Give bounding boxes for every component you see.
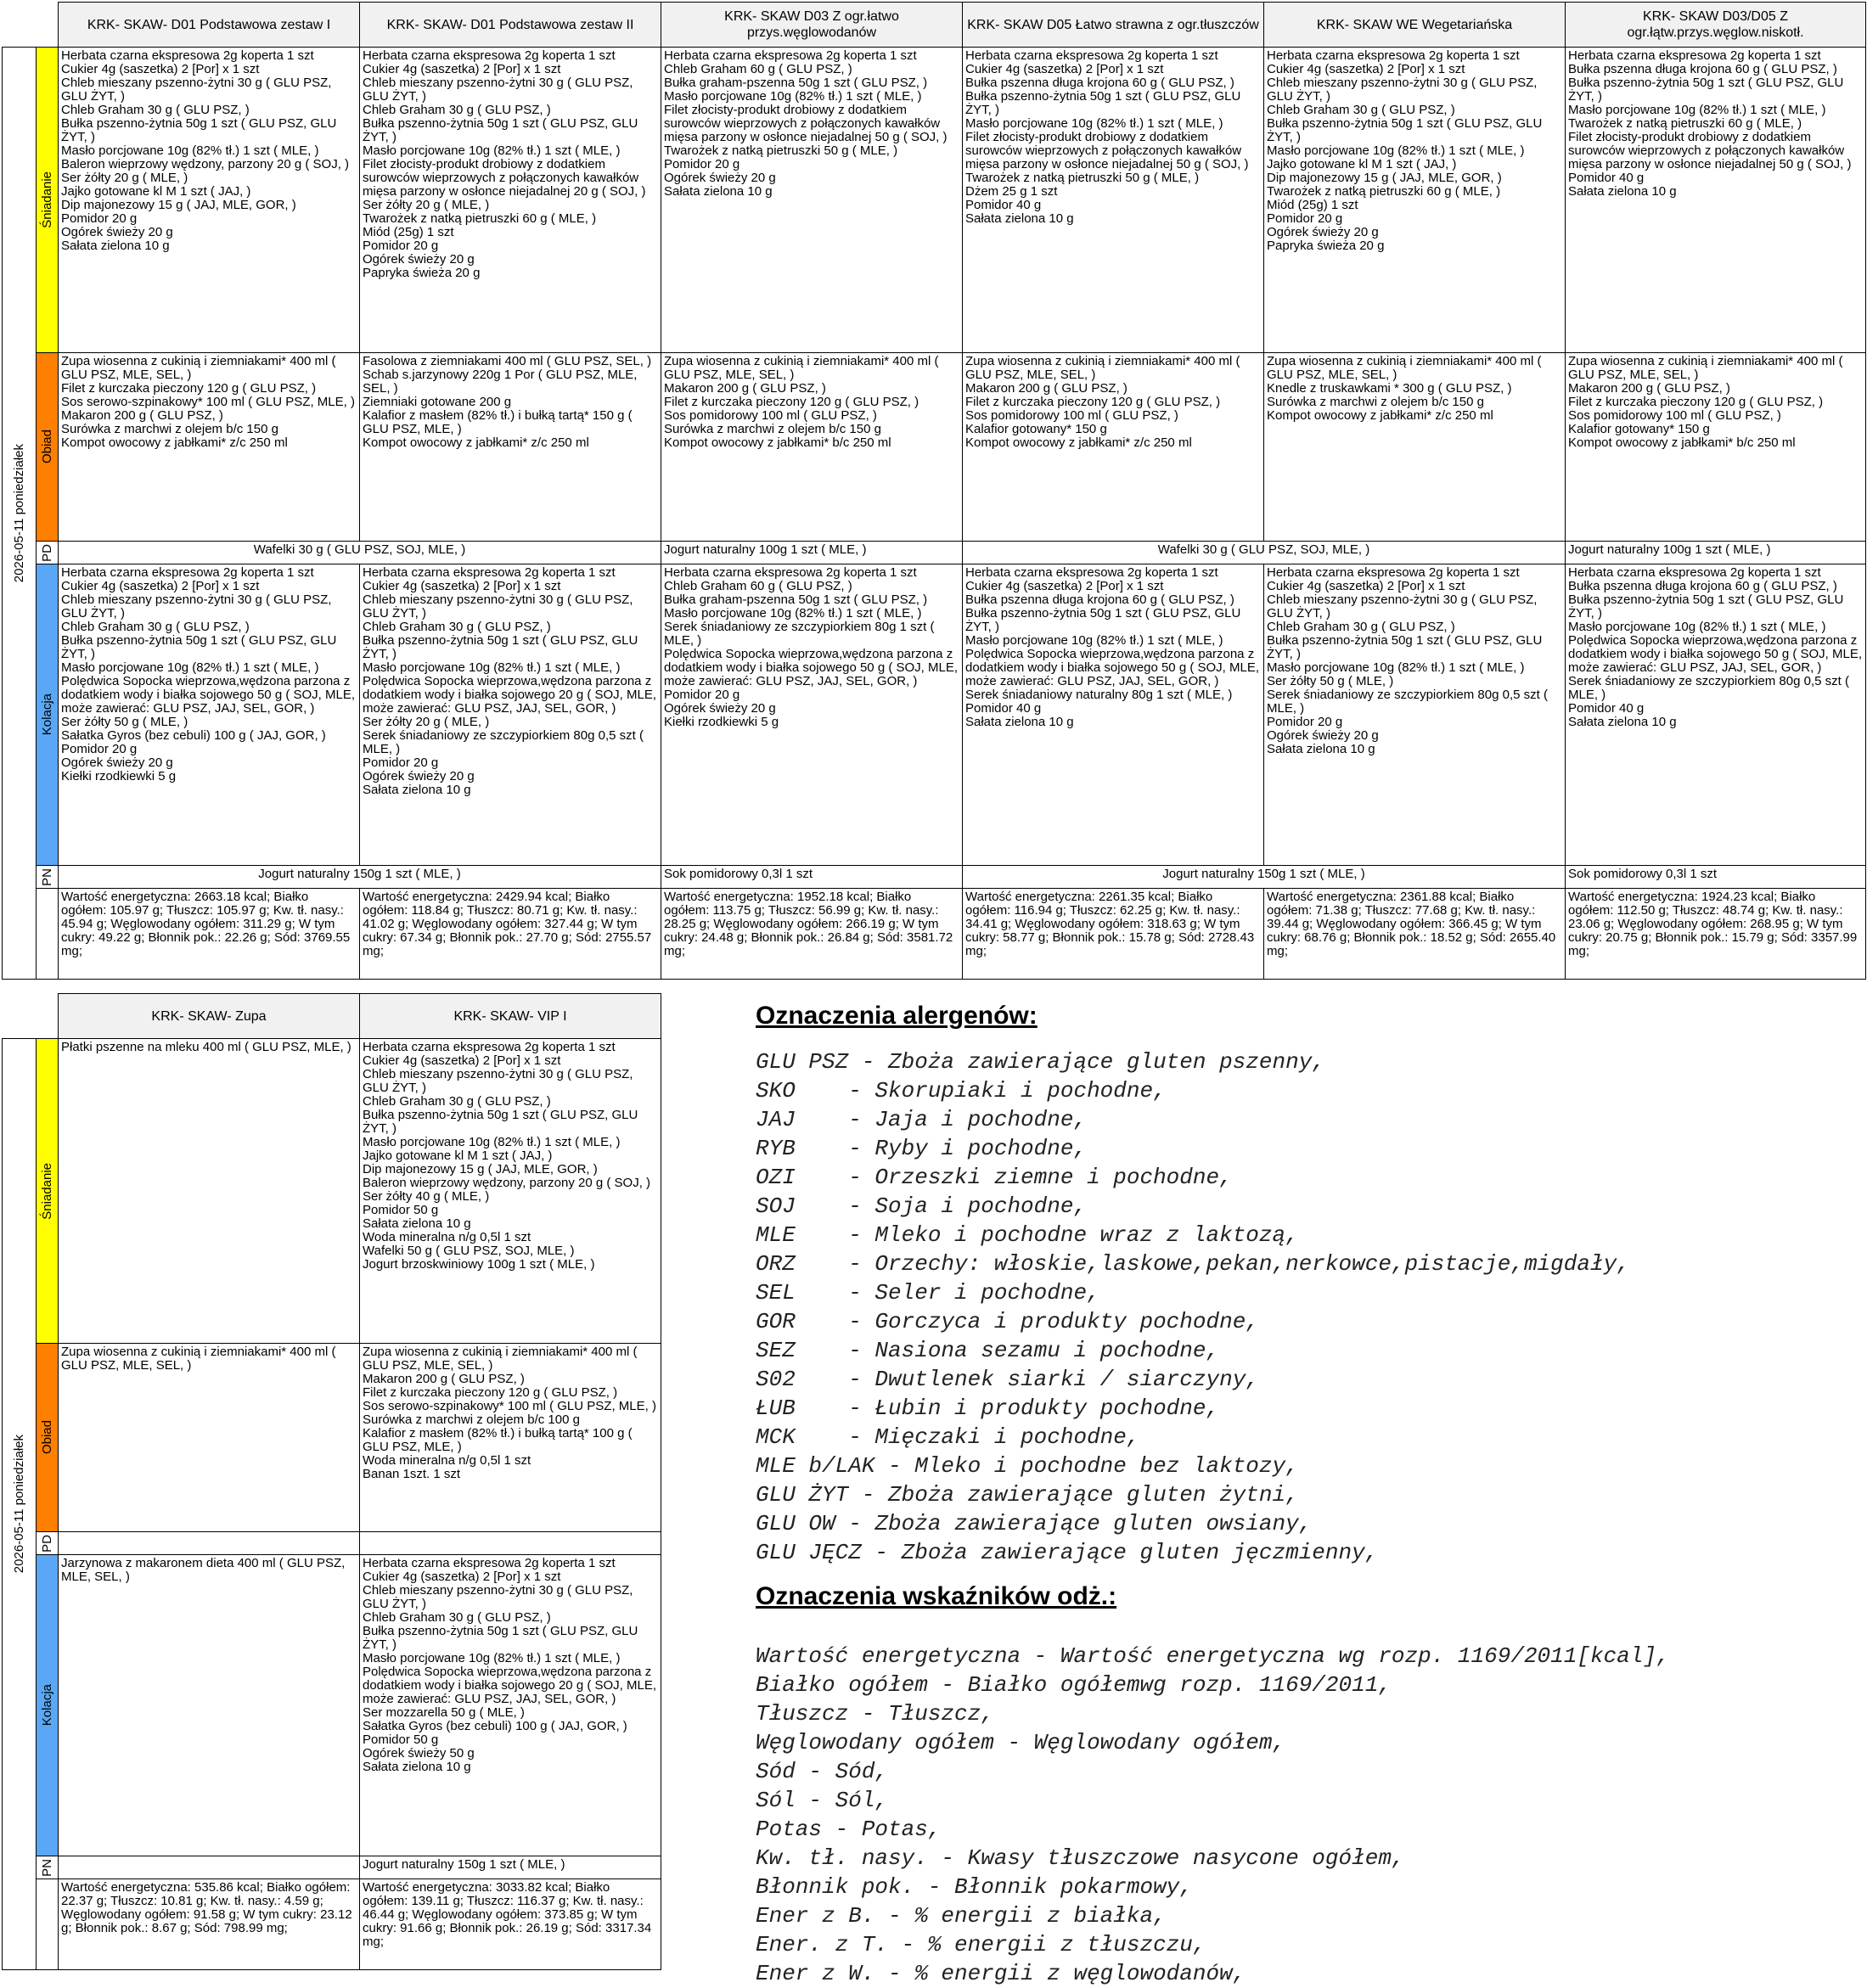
menu-cell: Płatki pszenne na mleku 400 ml ( GLU PSZ, MLE, ) bbox=[59, 1039, 360, 1344]
menu-cell: Herbata czarna ekspresowa 2g koperta 1 szt Bułka pszenna długa krojona 60 g ( GLU PSZ, ) Bułka pszenno-żytnia 50g 1 szt ( GLU PSZ, GLU ŻYT, ) Masło porcjowane 10g (82% tł.) 1 szt ( MLE, ) Twarożek z natką pietruszki 60 g ( MLE, ) Filet złocisty-produkt drobiowy z dodatkiem surowców wieprzowych z połączonych kawałków mięsa parzony w osłonce niejadalnej 50 g ( SOJ, ) Pomidor 40 g Sałata zielona 10 g bbox=[1566, 48, 1866, 353]
indicator-line: Błonnik pok. - Błonnik pokarmowy, bbox=[756, 1874, 1193, 1900]
allergen-line: SOJ - Soja i pochodne, bbox=[756, 1193, 1088, 1219]
allergen-line: SEZ - Nasiona sezamu i pochodne, bbox=[756, 1338, 1220, 1363]
meal-text: Śniadanie bbox=[39, 171, 54, 228]
row-sniadanie bbox=[3, 1039, 661, 1344]
menu-cell: Herbata czarna ekspresowa 2g koperta 1 szt Cukier 4g (saszetka) 2 [Por] x 1 szt Chleb mieszany pszenno-żytni 30 g ( GLU PSZ, GLU ŻYT, ) Chleb Graham 30 g ( GLU PSZ, ) Bułka pszenno-żytnia 50g 1 szt ( GLU PSZ, GLU ŻYT, ) Masło porcjowane 10g (82% tł.) 1 szt ( MLE, ) Polędwica Sopocka wieprzowa,wędzona parzona z dodatkiem wody i białka sojowego 20 g ( SOJ, MLE, może zawierać: GLU PSZ, JAJ, SEL, GOR, ) Ser żółty 20 g ( MLE, ) Serek śniadaniowy ze szczypiorkiem 80g 0,5 szt ( MLE, ) Pomidor 20 g Ogórek świeży 20 g Sałata zielona 10 g bbox=[360, 564, 661, 866]
allergen-line: S02 - Dwutlenek siarki / siarczyny, bbox=[756, 1367, 1259, 1392]
menu-cell: Zupa wiosenna z cukinią i ziemniakami* 400 ml ( GLU PSZ, MLE, SEL, ) bbox=[59, 1344, 360, 1532]
nutrition-cell: Wartość energetyczna: 2361.88 kcal; Białko ogółem: 71.38 g; Tłuszcz: 77.68 g; Kw. tł. nasy.: 39.44 g; Węglowodany ogółem: 366.45 g; W tym cukry: 68.76 g; Błonnik pok.: 18.52 g; Sód: 2655.40 mg; bbox=[1264, 889, 1566, 980]
menu-cell: Wafelki 30 g ( GLU PSZ, SOJ, MLE, ) bbox=[963, 542, 1566, 564]
meal-text: PD bbox=[39, 1534, 54, 1553]
allergen-line: SEL - Seler i pochodne, bbox=[756, 1280, 1100, 1306]
menu-cell: Sok pomidorowy 0,3l 1 szt bbox=[1566, 866, 1866, 889]
indicator-line: Sól - Sól, bbox=[756, 1788, 889, 1813]
meal-label-kolacja bbox=[37, 564, 59, 866]
row-pn bbox=[3, 1856, 661, 1879]
allergen-line: GLU ŻYT - Zboża zawierające gluten żytni, bbox=[756, 1482, 1299, 1508]
menu-cell: Zupa wiosenna z cukinią i ziemniakami* 400 ml ( GLU PSZ, MLE, SEL, ) Knedle z truskawkami * 300 g ( GLU PSZ, ) Surówka z marchwi z olejem b/c 150 g Kompot owocowy z jabłkami* z/c 250 ml bbox=[1264, 353, 1566, 542]
nutrition-cell: Wartość energetyczna: 2663.18 kcal; Białko ogółem: 105.97 g; Tłuszcz: 105.97 g; Kw. tł. nasy.: 45.94 g; Węglowodany ogółem: 311.29 g; W tym cukry: 49.22 g; Błonnik pok.: 22.26 g; Sód: 3769.55 mg; bbox=[59, 889, 360, 980]
menu-cell: Sok pomidorowy 0,3l 1 szt bbox=[661, 866, 963, 889]
menu-cell: Herbata czarna ekspresowa 2g koperta 1 szt Cukier 4g (saszetka) 2 [Por] x 1 szt Chleb mieszany pszenno-żytni 30 g ( GLU PSZ, GLU ŻYT, ) Chleb Graham 30 g ( GLU PSZ, ) Bułka pszenno-żytnia 50g 1 szt ( GLU PSZ, GLU ŻYT, ) Masło porcjowane 10g (82% tł.) 1 szt ( MLE, ) Polędwica Sopocka wieprzowa,wędzona parzona z dodatkiem wody i białka sojowego 50 g ( SOJ, MLE, może zawierać: GLU PSZ, JAJ, SEL, GOR, ) Ser żółty 50 g ( MLE, ) Sałatka Gyros (bez cebuli) 100 g ( JAJ, GOR, ) Pomidor 20 g Ogórek świeży 20 g Kiełki rzodkiewki 5 g bbox=[59, 564, 360, 866]
indicator-line: Ener z W. - % energii z węglowodanów, bbox=[756, 1961, 1246, 1986]
legend-gap bbox=[756, 1628, 1851, 1642]
nutrition-cell: Wartość energetyczna: 2261.35 kcal; Białko ogółem: 116.94 g; Tłuszcz: 62.25 g; Kw. tł. nasy.: 34.41 g; Węglowodany ogółem: 318.63 g; W tym cukry: 58.77 g; Błonnik pok.: 15.78 g; Sód: 2728.43 mg; bbox=[963, 889, 1264, 980]
menu-cell: Herbata czarna ekspresowa 2g koperta 1 szt Cukier 4g (saszetka) 2 [Por] x 1 szt Bułka pszenna długa krojona 60 g ( GLU PSZ, ) Bułka pszenno-żytnia 50g 1 szt ( GLU PSZ, GLU ŻYT, ) Masło porcjowane 10g (82% tł.) 1 szt ( MLE, ) Polędwica Sopocka wieprzowa,wędzona parzona z dodatkiem wody i białka sojowego 50 g ( SOJ, MLE, może zawierać: GLU PSZ, JAJ, SEL, GOR, ) Serek śniadaniowy naturalny 80g 1 szt ( MLE, ) Pomidor 40 g Sałata zielona 10 g bbox=[963, 564, 1264, 866]
indicator-line: Kw. tł. nasy. - Kwasy tłuszczowe nasycone ogółem, bbox=[756, 1845, 1405, 1871]
menu-cell: Herbata czarna ekspresowa 2g koperta 1 szt Cukier 4g (saszetka) 2 [Por] x 1 szt Chleb mieszany pszenno-żytni 30 g ( GLU PSZ, GLU ŻYT, ) Chleb Graham 30 g ( GLU PSZ, ) Bułka pszenno-żytnia 50g 1 szt ( GLU PSZ, GLU ŻYT, ) Masło porcjowane 10g (82% tł.) 1 szt ( MLE, ) Jajko gotowane kl M 1 szt ( JAJ, ) Dip majonezowy 15 g ( JAJ, MLE, GOR, ) Twarożek z natką pietruszki 60 g ( MLE, ) Miód (25g) 1 szt Pomidor 20 g Ogórek świeży 20 g Papryka świeża 20 g bbox=[1264, 48, 1566, 353]
indicator-line: Potas - Potas, bbox=[756, 1817, 942, 1842]
row-pd bbox=[3, 1532, 661, 1555]
allergen-line: MLE b/LAK - Mleko i pochodne bez laktozy, bbox=[756, 1453, 1299, 1479]
allergen-line: OZI - Orzeszki ziemne i pochodne, bbox=[756, 1165, 1233, 1190]
allergen-line: GOR - Gorczyca i produkty pochodne, bbox=[756, 1309, 1259, 1334]
menu-cell: Zupa wiosenna z cukinią i ziemniakami* 400 ml ( GLU PSZ, MLE, SEL, ) Makaron 200 g ( GLU PSZ, ) Filet z kurczaka pieczony 120 g ( GLU PSZ, ) Sos pomidorowy 100 ml ( GLU PSZ, ) Kalafior gotowany* 150 g Kompot owocowy z jabłkami* b/c 250 ml bbox=[1566, 353, 1866, 542]
allergen-line: MCK - Mięczaki i pochodne, bbox=[756, 1424, 1140, 1450]
menu-table-1 bbox=[2, 2, 1866, 980]
legend-gap bbox=[756, 1567, 1851, 1582]
date-cell bbox=[3, 48, 37, 980]
menu-cell: Jogurt naturalny 150g 1 szt ( MLE, ) bbox=[360, 1856, 661, 1879]
menu-cell: Jarzynowa z makaronem dieta 400 ml ( GLU PSZ, MLE, SEL, ) bbox=[59, 1555, 360, 1856]
nutrition-cell: Wartość energetyczna: 2429.94 kcal; Białko ogółem: 118.84 g; Tłuszcz: 80.71 g; Kw. tł. nasy.: 41.02 g; Węglowodany ogółem: 327.44 g; W tym cukry: 67.34 g; Błonnik pok.: 27.70 g; Sód: 2755.57 mg; bbox=[360, 889, 661, 980]
allergen-line: MLE - Mleko i pochodne wraz z laktozą, bbox=[756, 1222, 1299, 1248]
nutrition-cell: Wartość energetyczna: 1924.23 kcal; Białko ogółem: 112.50 g; Tłuszcz: 48.74 g; Kw. tł. nasy.: 23.06 g; Węglowodany ogółem: 268.95 g; W tym cukry: 20.75 g; Błonnik pok.: 15.79 g; Sód: 3357.99 mg; bbox=[1566, 889, 1866, 980]
row-nutrition bbox=[3, 889, 1866, 980]
menu-cell-empty bbox=[360, 1532, 661, 1555]
legend bbox=[756, 1002, 1851, 1988]
indicators-title: Oznaczenia wskaźników odż.: bbox=[756, 1582, 1117, 1610]
menu-cell: Zupa wiosenna z cukinią i ziemniakami* 400 ml ( GLU PSZ, MLE, SEL, ) Makaron 200 g ( GLU PSZ, ) Filet z kurczaka pieczony 120 g ( GLU PSZ, ) Sos pomidorowy 100 ml ( GLU PSZ, ) Surówka z marchwi z olejem b/c 150 g Kompot owocowy z jabłkami* b/c 250 ml bbox=[661, 353, 963, 542]
menu-cell: Wafelki 30 g ( GLU PSZ, SOJ, MLE, ) bbox=[59, 542, 661, 564]
menu-cell: Zupa wiosenna z cukinią i ziemniakami* 400 ml ( GLU PSZ, MLE, SEL, ) Makaron 200 g ( GLU PSZ, ) Filet z kurczaka pieczony 120 g ( GLU PSZ, ) Sos serowo-szpinakowy* 100 ml ( GLU PSZ, MLE, ) Surówka z marchwi z olejem b/c 100 g Kalafior z masłem (82% tł.) i bułką tartą* 100 g ( GLU PSZ, MLE, ) Woda mineralna n/g 0,5l 1 szt Banan 1szt. 1 szt bbox=[360, 1344, 661, 1532]
allergens-list bbox=[756, 1047, 1851, 1567]
meal-text: PN bbox=[39, 1858, 54, 1877]
meal-text: Śniadanie bbox=[39, 1162, 54, 1220]
indicator-line: Tłuszcz - Tłuszcz, bbox=[756, 1701, 994, 1727]
nutrition-label-blank bbox=[37, 1879, 59, 1970]
meal-label-kolacja bbox=[37, 1555, 59, 1856]
allergen-line: GLU PSZ - Zboża zawierające gluten pszenny, bbox=[756, 1049, 1325, 1075]
meal-label-obiad bbox=[37, 353, 59, 542]
meal-text: Kolacja bbox=[39, 1684, 54, 1727]
column-header: KRK- SKAW D05 Łatwo strawna z ogr.tłuszczów bbox=[963, 3, 1264, 48]
row-kolacja bbox=[3, 1555, 661, 1856]
date-label: 2026-05-11 poniedziałek bbox=[11, 1435, 26, 1574]
column-header: KRK- SKAW- D01 Podstawowa zestaw II bbox=[360, 3, 661, 48]
allergen-line: RYB - Ryby i pochodne, bbox=[756, 1136, 1088, 1161]
row-pn bbox=[3, 866, 1866, 889]
header-row bbox=[3, 994, 661, 1039]
column-header: KRK- SKAW- D01 Podstawowa zestaw I bbox=[59, 3, 360, 48]
meal-text: PD bbox=[39, 543, 54, 562]
nutrition-cell: Wartość energetyczna: 535.86 kcal; Białko ogółem: 22.37 g; Tłuszcz: 10.81 g; Kw. tł. nasy.: 4.59 g; Węglowodany ogółem: 91.58 g; W tym cukry: 23.12 g; Błonnik pok.: 8.67 g; Sód: 798.99 mg; bbox=[59, 1879, 360, 1970]
row-kolacja bbox=[3, 564, 1866, 866]
header-row bbox=[3, 3, 1866, 48]
nutrition-cell: Wartość energetyczna: 3033.82 kcal; Białko ogółem: 139.11 g; Tłuszcz: 116.37 g; Kw. tł. nasy.: 46.44 g; Węglowodany ogółem: 373.85 g; W tym cukry: 91.66 g; Błonnik pok.: 26.19 g; Sód: 3317.34 mg; bbox=[360, 1879, 661, 1970]
indicator-line: Sód - Sód, bbox=[756, 1759, 889, 1784]
column-header: KRK- SKAW D03 Z ogr.łatwo przys.węglowodanów bbox=[661, 3, 963, 48]
nutrition-label-blank bbox=[37, 889, 59, 980]
menu-cell: Zupa wiosenna z cukinią i ziemniakami* 400 ml ( GLU PSZ, MLE, SEL, ) Makaron 200 g ( GLU PSZ, ) Filet z kurczaka pieczony 120 g ( GLU PSZ, ) Sos pomidorowy 100 ml ( GLU PSZ, ) Kalafior gotowany* 150 g Kompot owocowy z jabłkami* z/c 250 ml bbox=[963, 353, 1264, 542]
date-label: 2026-05-11 poniedziałek bbox=[11, 443, 26, 583]
corner-blank bbox=[3, 3, 59, 48]
menu-cell: Herbata czarna ekspresowa 2g koperta 1 szt Bułka pszenna długa krojona 60 g ( GLU PSZ, ) Bułka pszenno-żytnia 50g 1 szt ( GLU PSZ, GLU ŻYT, ) Masło porcjowane 10g (82% tł.) 1 szt ( MLE, ) Polędwica Sopocka wieprzowa,wędzona parzona z dodatkiem wody i białka sojowego 50 g ( SOJ, MLE, może zawierać: GLU PSZ, JAJ, SEL, GOR, ) Serek śniadaniowy ze szczypiorkiem 80g 0,5 szt ( MLE, ) Pomidor 40 g Sałata zielona 10 g bbox=[1566, 564, 1866, 866]
indicator-line: Ener. z T. - % energii z tłuszczu, bbox=[756, 1932, 1206, 1957]
row-pd bbox=[3, 542, 1866, 564]
menu-cell: Herbata czarna ekspresowa 2g koperta 1 szt Cukier 4g (saszetka) 2 [Por] x 1 szt Chleb mieszany pszenno-żytni 30 g ( GLU PSZ, GLU ŻYT, ) Chleb Graham 30 g ( GLU PSZ, ) Bułka pszenno-żytnia 50g 1 szt ( GLU PSZ, GLU ŻYT, ) Masło porcjowane 10g (82% tł.) 1 szt ( MLE, ) Baleron wieprzowy wędzony, parzony 20 g ( SOJ, ) Ser żółty 20 g ( MLE, ) Jajko gotowane kl M 1 szt ( JAJ, ) Dip majonezowy 15 g ( JAJ, MLE, GOR, ) Pomidor 20 g Ogórek świeży 20 g Sałata zielona 10 g bbox=[59, 48, 360, 353]
meal-label-sniadanie bbox=[37, 1039, 59, 1344]
menu-cell: Jogurt naturalny 100g 1 szt ( MLE, ) bbox=[661, 542, 963, 564]
menu-cell-empty bbox=[59, 1532, 360, 1555]
row-nutrition bbox=[3, 1879, 661, 1970]
column-header: KRK- SKAW D03/D05 Z ogr.łątw.przys.węglow.niskotł. bbox=[1566, 3, 1866, 48]
allergen-line: ORZ - Orzechy: włoskie,laskowe,pekan,nerkowce,pistacje,migdały, bbox=[756, 1251, 1630, 1277]
allergen-line: GLU JĘCZ - Zboża zawierające gluten jęczmienny, bbox=[756, 1540, 1379, 1565]
indicator-line: Wartość energetyczna - Wartość energetyczna wg rozp. 1169/2011[kcal], bbox=[756, 1643, 1670, 1669]
allergen-line: JAJ - Jaja i pochodne, bbox=[756, 1107, 1088, 1132]
allergen-line: GLU OW - Zboża zawierające gluten owsiany, bbox=[756, 1511, 1313, 1536]
allergen-line: ŁUB - Łubin i produkty pochodne, bbox=[756, 1396, 1220, 1421]
menu-cell: Herbata czarna ekspresowa 2g koperta 1 szt Cukier 4g (saszetka) 2 [Por] x 1 szt Chleb mieszany pszenno-żytni 30 g ( GLU PSZ, GLU ŻYT, ) Chleb Graham 30 g ( GLU PSZ, ) Bułka pszenno-żytnia 50g 1 szt ( GLU PSZ, GLU ŻYT, ) Masło porcjowane 10g (82% tł.) 1 szt ( MLE, ) Filet złocisty-produkt drobiowy z dodatkiem surowców wieprzowych z połączonych kawałków mięsa parzony w osłonce niejadalnej 20 g ( SOJ, ) Ser żółty 20 g ( MLE, ) Twarożek z natką pietruszki 60 g ( MLE, ) Miód (25g) 1 szt Pomidor 20 g Ogórek świeży 20 g Papryka świeża 20 g bbox=[360, 48, 661, 353]
indicator-line: Węglowodany ogółem - Węglowodany ogółem, bbox=[756, 1730, 1286, 1755]
menu-table-2 bbox=[2, 993, 661, 1970]
menu-cell: Zupa wiosenna z cukinią i ziemniakami* 400 ml ( GLU PSZ, MLE, SEL, ) Filet z kurczaka pieczony 120 g ( GLU PSZ, ) Sos serowo-szpinakowy* 100 ml ( GLU PSZ, MLE, ) Makaron 200 g ( GLU PSZ, ) Surówka z marchwi z olejem b/c 150 g Kompot owocowy z jabłkami* z/c 250 ml bbox=[59, 353, 360, 542]
meal-label-pn bbox=[37, 866, 59, 889]
row-sniadanie bbox=[3, 48, 1866, 353]
meal-label-obiad bbox=[37, 1344, 59, 1532]
menu-cell bbox=[59, 1856, 360, 1879]
column-header: KRK- SKAW- Zupa bbox=[59, 994, 360, 1039]
menu-cell: Jogurt naturalny 150g 1 szt ( MLE, ) bbox=[59, 866, 661, 889]
meal-text: Obiad bbox=[39, 1420, 54, 1455]
menu-cell: Fasolowa z ziemniakami 400 ml ( GLU PSZ, SEL, ) Schab s.jarzynowy 220g 1 Por ( GLU PSZ, MLE, SEL, ) Ziemniaki gotowane 200 g Kalafior z masłem (82% tł.) i bułką tartą* 150 g ( GLU PSZ, MLE, ) Kompot owocowy z jabłkami* z/c 250 ml bbox=[360, 353, 661, 542]
menu-cell: Herbata czarna ekspresowa 2g koperta 1 szt Cukier 4g (saszetka) 2 [Por] x 1 szt Chleb mieszany pszenno-żytni 30 g ( GLU PSZ, GLU ŻYT, ) Chleb Graham 30 g ( GLU PSZ, ) Bułka pszenno-żytnia 50g 1 szt ( GLU PSZ, GLU ŻYT, ) Masło porcjowane 10g (82% tł.) 1 szt ( MLE, ) Polędwica Sopocka wieprzowa,wędzona parzona z dodatkiem wody i białka sojowego 20 g ( SOJ, MLE, może zawierać: GLU PSZ, JAJ, SEL, GOR, ) Ser mozzarella 50 g ( MLE, ) Sałatka Gyros (bez cebuli) 100 g ( JAJ, GOR, ) Pomidor 50 g Ogórek świeży 50 g Sałata zielona 10 g bbox=[360, 1555, 661, 1856]
menu-cell: Jogurt naturalny 100g 1 szt ( MLE, ) bbox=[1566, 542, 1866, 564]
meal-text: Kolacja bbox=[39, 694, 54, 736]
allergens-title: Oznaczenia alergenów: bbox=[756, 1002, 1038, 1030]
menu-cell: Jogurt naturalny 150g 1 szt ( MLE, ) bbox=[963, 866, 1566, 889]
date-cell bbox=[3, 1039, 37, 1970]
meal-label-pn bbox=[37, 1856, 59, 1879]
corner-blank bbox=[3, 994, 59, 1039]
nutrition-cell: Wartość energetyczna: 1952.18 kcal; Białko ogółem: 113.75 g; Tłuszcz: 56.99 g; Kw. tł. nasy.: 28.25 g; Węglowodany ogółem: 266.19 g; W tym cukry: 24.48 g; Błonnik pok.: 26.84 g; Sód: 3581.72 mg; bbox=[661, 889, 963, 980]
indicator-line: Białko ogółem - Białko ogółemwg rozp. 1169/2011, bbox=[756, 1672, 1392, 1698]
meal-text: PN bbox=[39, 868, 54, 886]
row-obiad bbox=[3, 353, 1866, 542]
column-header: KRK- SKAW- VIP I bbox=[360, 994, 661, 1039]
meal-label-sniadanie bbox=[37, 48, 59, 353]
row-obiad bbox=[3, 1344, 661, 1532]
menu-cell: Herbata czarna ekspresowa 2g koperta 1 szt Chleb Graham 60 g ( GLU PSZ, ) Bułka graham-pszenna 50g 1 szt ( GLU PSZ, ) Masło porcjowane 10g (82% tł.) 1 szt ( MLE, ) Filet złocisty-produkt drobiowy z dodatkiem surowców wieprzowych z połączonych kawałków mięsa parzony w osłonce niejadalnej 50 g ( SOJ, ) Twarożek z natką pietruszki 50 g ( MLE, ) Pomidor 20 g Ogórek świeży 20 g Sałata zielona 10 g bbox=[661, 48, 963, 353]
allergen-line: SKO - Skorupiaki i pochodne, bbox=[756, 1078, 1167, 1104]
menu-cell: Herbata czarna ekspresowa 2g koperta 1 szt Cukier 4g (saszetka) 2 [Por] x 1 szt Chleb mieszany pszenno-żytni 30 g ( GLU PSZ, GLU ŻYT, ) Chleb Graham 30 g ( GLU PSZ, ) Bułka pszenno-żytnia 50g 1 szt ( GLU PSZ, GLU ŻYT, ) Masło porcjowane 10g (82% tł.) 1 szt ( MLE, ) Ser żółty 50 g ( MLE, ) Serek śniadaniowy ze szczypiorkiem 80g 0,5 szt ( MLE, ) Pomidor 20 g Ogórek świeży 20 g Sałata zielona 10 g bbox=[1264, 564, 1566, 866]
indicator-line: Ener z B. - % energii z białka, bbox=[756, 1903, 1167, 1929]
meal-text: Obiad bbox=[39, 430, 54, 464]
menu-cell: Herbata czarna ekspresowa 2g koperta 1 szt Chleb Graham 60 g ( GLU PSZ, ) Bułka graham-pszenna 50g 1 szt ( GLU PSZ, ) Masło porcjowane 10g (82% tł.) 1 szt ( MLE, ) Serek śniadaniowy ze szczypiorkiem 80g 1 szt ( MLE, ) Polędwica Sopocka wieprzowa,wędzona parzona z dodatkiem wody i białka sojowego 50 g ( SOJ, MLE, może zawierać: GLU PSZ, JAJ, SEL, GOR, ) Pomidor 20 g Ogórek świeży 20 g Kiełki rzodkiewki 5 g bbox=[661, 564, 963, 866]
column-header: KRK- SKAW WE Wegetariańska bbox=[1264, 3, 1566, 48]
indicators-list bbox=[756, 1642, 1851, 1988]
menu-cell: Herbata czarna ekspresowa 2g koperta 1 szt Cukier 4g (saszetka) 2 [Por] x 1 szt Bułka pszenna długa krojona 60 g ( GLU PSZ, ) Bułka pszenno-żytnia 50g 1 szt ( GLU PSZ, GLU ŻYT, ) Masło porcjowane 10g (82% tł.) 1 szt ( MLE, ) Filet złocisty-produkt drobiowy z dodatkiem surowców wieprzowych z połączonych kawałków mięsa parzony w osłonce niejadalnej 50 g ( SOJ, ) Twarożek z natką pietruszki 50 g ( MLE, ) Dżem 25 g 1 szt Pomidor 40 g Sałata zielona 10 g bbox=[963, 48, 1264, 353]
meal-label-pd bbox=[37, 1532, 59, 1555]
meal-label-pd bbox=[37, 542, 59, 564]
menu-cell: Herbata czarna ekspresowa 2g koperta 1 szt Cukier 4g (saszetka) 2 [Por] x 1 szt Chleb mieszany pszenno-żytni 30 g ( GLU PSZ, GLU ŻYT, ) Chleb Graham 30 g ( GLU PSZ, ) Bułka pszenno-żytnia 50g 1 szt ( GLU PSZ, GLU ŻYT, ) Masło porcjowane 10g (82% tł.) 1 szt ( MLE, ) Jajko gotowane kl M 1 szt ( JAJ, ) Dip majonezowy 15 g ( JAJ, MLE, GOR, ) Baleron wieprzowy wędzony, parzony 20 g ( SOJ, ) Ser żółty 40 g ( MLE, ) Pomidor 50 g Sałata zielona 10 g Woda mineralna n/g 0,5l 1 szt Wafelki 50 g ( GLU PSZ, SOJ, MLE, ) Jogurt brzoskwiniowy 100g 1 szt ( MLE, ) bbox=[360, 1039, 661, 1344]
